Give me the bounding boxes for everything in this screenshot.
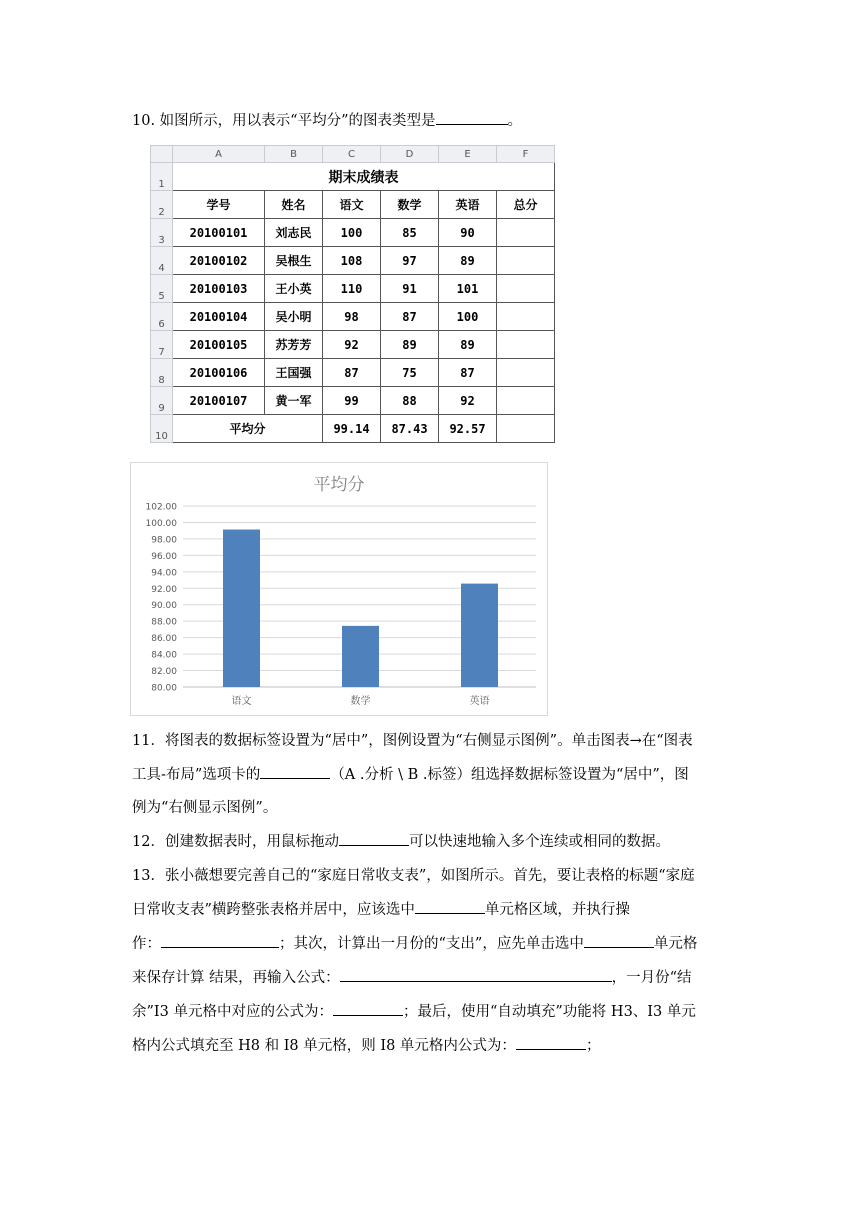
table-cell[interactable]: 101 [439,275,497,303]
table-row [151,387,555,415]
column-header[interactable]: F [497,146,555,163]
table-cell[interactable]: 刘志民 [265,219,323,247]
y-tick-label: 80.00 [151,683,177,694]
y-tick-label: 86.00 [151,634,177,645]
chart-bar[interactable] [342,626,379,687]
table-cell[interactable]: 75 [381,359,439,387]
answer-blank[interactable] [516,1033,586,1050]
column-header[interactable]: E [439,146,497,163]
table-cell[interactable] [497,303,555,331]
table-cell[interactable]: 92 [439,387,497,415]
column-header[interactable]: A [173,146,265,163]
answer-blank[interactable] [161,931,279,948]
table-row [151,359,555,387]
table-cell[interactable]: 110 [323,275,381,303]
answer-blank[interactable] [339,829,409,846]
row-header[interactable]: 8 [151,359,173,387]
table-header-cell[interactable]: 数学 [381,191,439,219]
chart-title: 平均分 [313,475,365,495]
table-cell[interactable]: 20100101 [173,219,265,247]
table-cell[interactable]: 97 [381,247,439,275]
y-tick-label: 94.00 [151,568,177,579]
question-11-line-2: 工具-布局”选项卡的 （A .分析 \ B .标签）组选择数据标签设置为“居中”，图 [132,758,689,792]
row-header[interactable]: 5 [151,275,173,303]
table-cell[interactable]: 85 [381,219,439,247]
table-cell[interactable]: 黄一军 [265,387,323,415]
table-cell[interactable]: 87 [323,359,381,387]
table-cell[interactable] [497,359,555,387]
answer-blank[interactable] [260,762,330,779]
y-tick-label: 92.00 [151,584,177,595]
answer-blank[interactable] [333,999,403,1016]
table-cell[interactable]: 89 [381,331,439,359]
table-cell[interactable]: 98 [323,303,381,331]
table-header-cell[interactable]: 姓名 [265,191,323,219]
x-axis-ticks [232,694,490,707]
chart-bar[interactable] [461,584,498,687]
y-tick-label: 82.00 [151,667,177,678]
table-cell[interactable]: 100 [323,219,381,247]
table-cell[interactable]: 88 [381,387,439,415]
table-cell[interactable]: 90 [439,219,497,247]
table-row [151,191,555,219]
table-cell[interactable] [497,331,555,359]
score-spreadsheet [150,145,555,443]
answer-blank[interactable] [415,897,485,914]
answer-blank[interactable] [584,931,654,948]
table-header-cell[interactable]: 学号 [173,191,265,219]
table-cell[interactable]: 89 [439,247,497,275]
column-header-row [151,146,555,163]
table-cell[interactable]: 20100104 [173,303,265,331]
column-header[interactable]: D [381,146,439,163]
question-13-line-3: 作： ；其次，计算出一月份的“支出”，应先单击选中 单元格 [132,927,697,961]
average-cell[interactable] [497,415,555,443]
y-tick-label: 88.00 [151,617,177,628]
column-header[interactable]: C [323,146,381,163]
table-cell[interactable] [497,247,555,275]
x-tick-label: 英语 [469,696,490,707]
select-all-corner[interactable] [151,146,173,163]
row-header[interactable]: 9 [151,387,173,415]
table-cell[interactable]: 92 [323,331,381,359]
question-13-line-4: 来保存计算 结果，再输入公式： ，一月份“结 [132,961,692,995]
row-header[interactable]: 6 [151,303,173,331]
table-cell[interactable]: 91 [381,275,439,303]
y-tick-label: 84.00 [151,650,177,661]
table-cell[interactable] [497,275,555,303]
x-tick-label: 语文 [231,696,252,707]
y-tick-label: 96.00 [151,551,177,562]
question-13-line-1: 13．张小薇想要完善自己的“家庭日常收支表”，如图所示。首先，要让表格的标题“家庭 [132,868,695,884]
table-cell[interactable]: 王国强 [265,359,323,387]
y-tick-label: 100.00 [145,518,177,529]
table-row [151,247,555,275]
y-tick-label: 98.00 [151,535,177,546]
table-row [151,415,555,443]
table-header-cell[interactable]: 语文 [323,191,381,219]
table-row [151,219,555,247]
question-13-line-2: 日常收支表”横跨整张表格并居中，应该选中 单元格区域，并执行操 [132,893,630,927]
question-10: 10. 如图所示，用以表示“平均分”的图表类型是 。 [132,104,522,138]
answer-blank[interactable] [340,965,612,982]
question-13-line-5: 余”I3 单元格中对应的公式为： ；最后，使用“自动填充”功能将 H3、I3 单元 [132,995,696,1029]
table-cell[interactable]: 吴小明 [265,303,323,331]
question-11-line-3: 例为“右侧显示图例”。 [132,800,278,816]
table-cell[interactable] [497,219,555,247]
table-cell[interactable]: 87 [439,359,497,387]
row-header[interactable]: 1 [151,163,173,191]
table-row [151,303,555,331]
question-10-number: 10. [132,113,156,129]
table-cell[interactable]: 108 [323,247,381,275]
table-row [151,163,555,191]
table-cell[interactable]: 20100103 [173,275,265,303]
table-cell[interactable] [497,387,555,415]
row-header[interactable]: 4 [151,247,173,275]
average-bar-chart[interactable] [130,462,548,716]
table-cell[interactable]: 100 [439,303,497,331]
row-header[interactable]: 7 [151,331,173,359]
row-header[interactable]: 10 [151,415,173,443]
average-cell[interactable]: 99.14 [323,415,381,443]
question-13-line-6: 格内公式填充至 H8 和 I8 单元格，则 I8 单元格内公式为： ； [132,1029,600,1063]
chart-bar[interactable] [223,530,260,687]
y-tick-label: 90.00 [151,601,177,612]
table-row [151,275,555,303]
table-cell[interactable]: 87 [381,303,439,331]
question-10-text: 如图所示，用以表示“平均分”的图表类型是 [159,113,436,129]
question-11-line-1: 11．将图表的数据标签设置为“居中”，图例设置为“右侧显示图例”。单击图表→在“图表 [132,733,693,749]
table-cell[interactable]: 苏芳芳 [265,331,323,359]
average-cell[interactable]: 92.57 [439,415,497,443]
table-cell[interactable]: 吴根生 [265,247,323,275]
table-header-cell[interactable]: 英语 [439,191,497,219]
table-cell[interactable]: 99 [323,387,381,415]
table-cell[interactable]: 王小英 [265,275,323,303]
table-cell[interactable]: 89 [439,331,497,359]
table-cell[interactable]: 20100107 [173,387,265,415]
table-cell[interactable]: 20100102 [173,247,265,275]
chart-canvas [131,463,547,715]
table-cell[interactable]: 20100106 [173,359,265,387]
table-header-cell[interactable]: 总分 [497,191,555,219]
average-label-cell[interactable]: 平均分 [173,415,323,443]
question-12: 12．创建数据表时，用鼠标拖动 可以快速地输入多个连续或相同的数据。 [132,825,670,859]
y-axis-ticks [146,503,178,694]
table-cell[interactable]: 20100105 [173,331,265,359]
y-tick-label: 102.00 [145,502,177,513]
sheet-title[interactable]: 期末成绩表 [173,163,555,191]
x-tick-label: 数学 [350,696,371,707]
chart-bars [223,530,498,687]
average-cell[interactable]: 87.43 [381,415,439,443]
table-row [151,331,555,359]
row-header[interactable]: 3 [151,219,173,247]
column-header[interactable]: B [265,146,323,163]
row-header[interactable]: 2 [151,191,173,219]
answer-blank[interactable] [436,108,508,125]
